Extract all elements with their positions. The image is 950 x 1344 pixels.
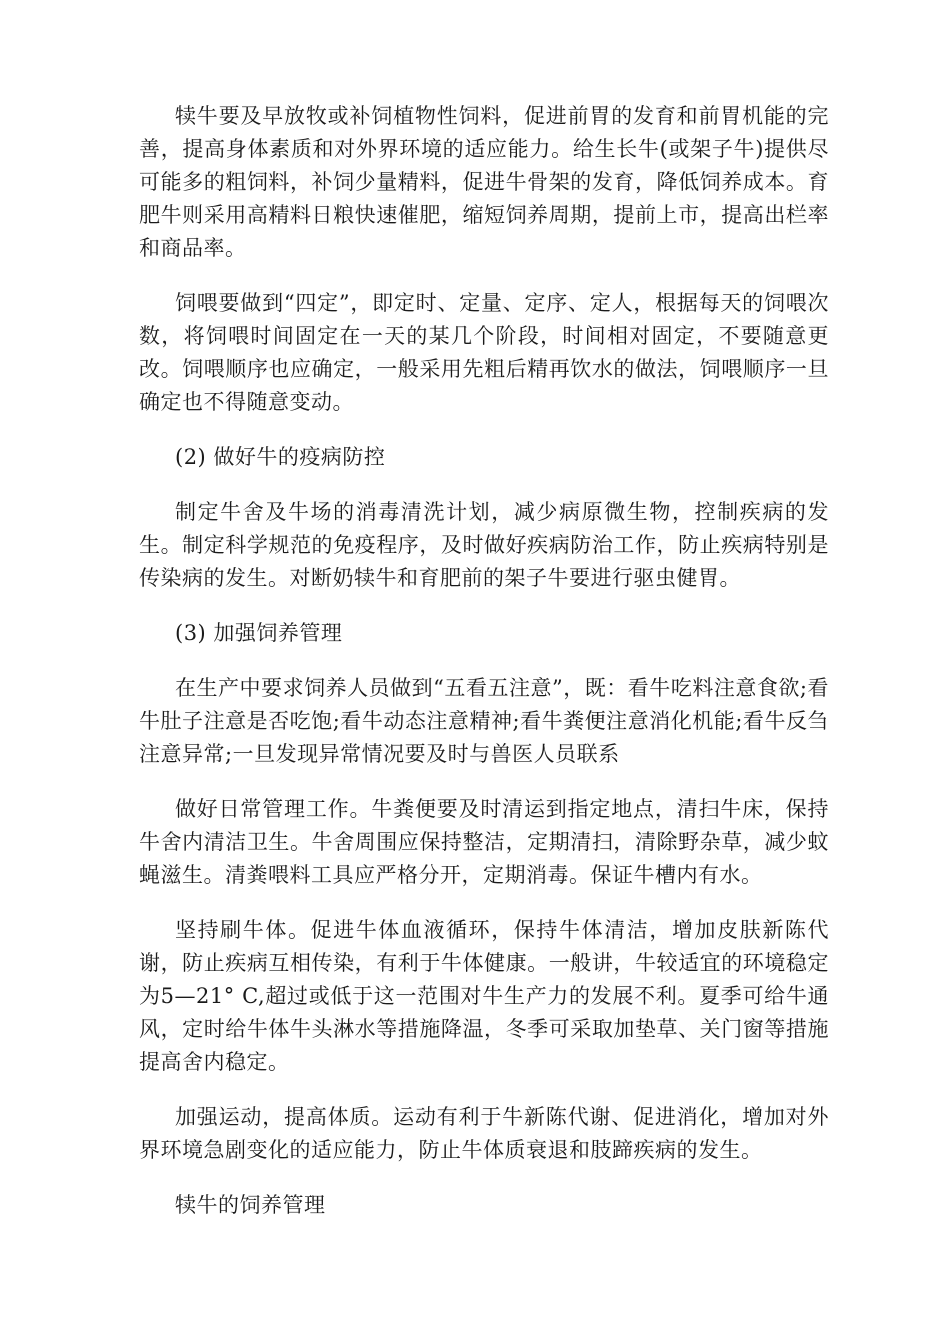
document-page <box>139 100 829 1244</box>
paragraph-calf-feeding: 犊牛要及早放牧或补饲植物性饲料，促进前胃的发育和前胃机能的完善，提高身体素质和对外界环境的适应能力。给生长牛(或架子牛)提供尽可能多的粗饲料，补饲少量精料，促进牛骨架的发育，降低饲养成本。育肥牛则采用高精料日粮快速催肥，缩短饲养周期，提前上市，提高出栏率和商品率。 <box>139 104 829 260</box>
paragraph-daily-management: 做好日常管理工作。牛粪便要及时清运到指定地点，清扫牛床，保持牛舍内清洁卫生。牛舍周围应保持整洁，定期清扫，清除野杂草，减少蚊蝇滋生。清粪喂料工具应严格分开，定期消毒。保证牛槽内有水。 <box>139 797 829 887</box>
paragraph-brushing: 坚持刷牛体。促进牛体血液循环，保持牛体清洁，增加皮肤新陈代谢，防止疾病互相传染，有利于牛体健康。一般讲，牛较适宜的环境稳定为5—21° C,超过或低于这一范围对牛生产力的发展不利。夏季可给牛通风，定时给牛体牛头淋水等措施降温，冬季可采取加垫草、关门窗等措施提高舍内稳定。 <box>139 918 829 1074</box>
paragraph-disinfection: 制定牛舍及牛场的消毒清洗计划，减少病原微生物，控制疾病的发生。制定科学规范的免疫程序，及时做好疾病防治工作，防止疾病特别是传染病的发生。对断奶犊牛和育肥前的架子牛要进行驱虫健胃。 <box>139 500 829 590</box>
paragraph-exercise: 加强运动，提高体质。运动有利于牛新陈代谢、促进消化，增加对外界环境急剧变化的适应能力，防止牛体质衰退和肢蹄疾病的发生。 <box>139 1105 829 1162</box>
section-heading-disease-control: (2) 做好牛的疫病防控 <box>175 445 386 469</box>
section-heading-calf-management: 犊牛的饲养管理 <box>175 1193 326 1217</box>
section-heading-feeding-management: (3) 加强饲养管理 <box>175 621 343 645</box>
paragraph-five-look: 在生产中要求饲养人员做到“五看五注意”，既：看牛吃料注意食欲;看牛肚子注意是否吃饱;看牛动态注意精神;看牛粪便注意消化机能;看牛反刍注意异常;一旦发现异常情况要及时与兽医人员联系 <box>139 676 829 766</box>
paragraph-four-fixed: 饲喂要做到“四定”，即定时、定量、定序、定人，根据每天的饲喂次数，将饲喂时间固定在一天的某几个阶段，时间相对固定，不要随意更改。饲喂顺序也应确定，一般采用先粗后精再饮水的做法，饲喂顺序一旦确定也不得随意变动。 <box>139 291 829 414</box>
